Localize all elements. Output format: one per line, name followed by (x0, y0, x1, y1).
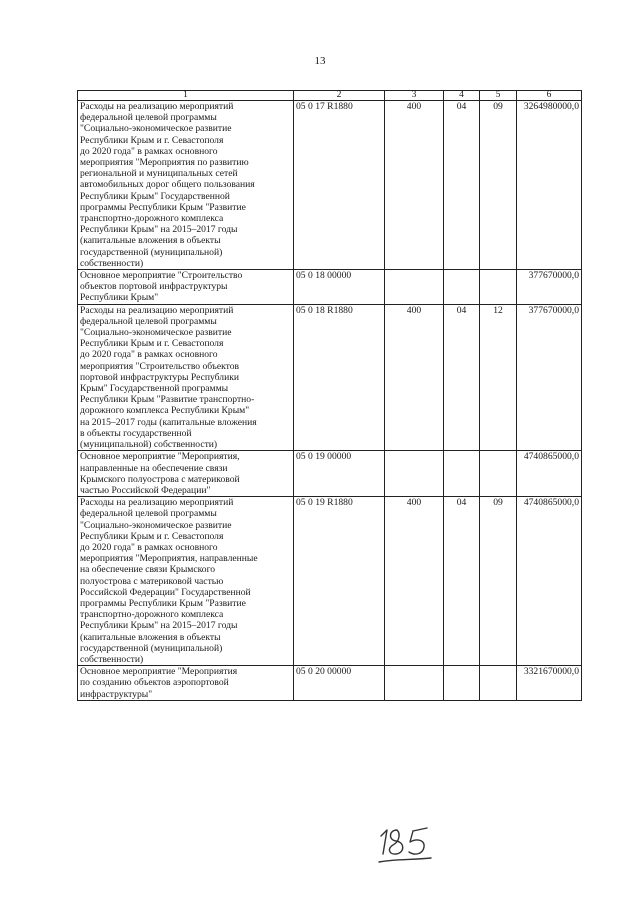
row-col4: 04 (444, 497, 480, 666)
row-amount: 3264980000,0 (517, 101, 582, 270)
row-col3: 400 (385, 101, 444, 270)
row-col3: 400 (385, 304, 444, 451)
row-amount: 377670000,0 (517, 304, 582, 451)
row-amount: 3321670000,0 (517, 666, 582, 701)
row-code: 05 0 19 R1880 (294, 497, 385, 666)
row-col3: 400 (385, 497, 444, 666)
table-header-row (78, 91, 582, 101)
row-col3 (385, 451, 444, 497)
row-name: Расходы на реализацию мероприятий федеральной целевой программы "Социально-экономическое развитие Республики Крым и г. Севастополя до 2020 года" в рамках основного мероприятия "Мероприятия по развитию региональной и муниципальных сетей автомобильных дорог общего пользования Республики Крым" Государственной программы Республики Крым "Развитие транспортно-дорожного комплекса Республики Крым" на 2015–2017 годы (капитальные вложения в объекты государственной (муниципальной) собственности) (78, 101, 294, 270)
row-col5: 09 (480, 101, 517, 270)
row-col4 (444, 666, 480, 701)
row-col5 (480, 270, 517, 305)
row-name: Расходы на реализацию мероприятий федеральной целевой программы "Социально-экономическое развитие Республики Крым и г. Севастополя до 2020 года" в рамках основного мероприятия "Строительство объектов портовой инфраструктуры Республики Крым" Государственной программы Республики Крым "Развитие транспортно- дорожного комплекса Республики Крым" на 2015–2017 годы (капитальные вложения в объекты государственной (муниципальной) собственности) (78, 304, 294, 451)
table-row (78, 451, 582, 497)
row-name: Основное мероприятие "Мероприятия, направленные на обеспечение связи Крымского полуострова с материковой частью Российской Федерации" (78, 451, 294, 497)
table-row (78, 666, 582, 701)
row-code: 05 0 18 R1880 (294, 304, 385, 451)
header-cell-5: 5 (480, 91, 517, 101)
row-col5: 09 (480, 497, 517, 666)
row-col5 (480, 666, 517, 701)
header-cell-6: 6 (517, 91, 582, 101)
row-col4: 04 (444, 101, 480, 270)
row-name: Основное мероприятие "Мероприятия по созданию объектов аэропортовой инфраструктуры" (78, 666, 294, 701)
row-name: Расходы на реализацию мероприятий федеральной целевой программы "Социально-экономическое развитие Республики Крым и г. Севастополя до 2020 года" в рамках основного мероприятия "Мероприятия, направленные на обеспечение связи Крымского полуострова с материковой частью Российской Федерации" Государственной программы Республики Крым "Развитие транспортно-дорожного комплекса Республики Крым" на 2015–2017 годы (капитальные вложения в объекты государственной (муниципальной) собственности) (78, 497, 294, 666)
table-row (78, 304, 582, 451)
header-cell-4: 4 (444, 91, 480, 101)
row-amount: 4740865000,0 (517, 497, 582, 666)
row-amount: 377670000,0 (517, 270, 582, 305)
budget-table (77, 90, 582, 701)
row-col5 (480, 451, 517, 497)
row-code: 05 0 17 R1880 (294, 101, 385, 270)
row-col3 (385, 666, 444, 701)
handwritten-number-signature (375, 818, 435, 866)
header-cell-3: 3 (385, 91, 444, 101)
row-col5: 12 (480, 304, 517, 451)
row-code: 05 0 19 00000 (294, 451, 385, 497)
row-col3 (385, 270, 444, 305)
row-code: 05 0 20 00000 (294, 666, 385, 701)
table-row (78, 101, 582, 270)
row-col4: 04 (444, 304, 480, 451)
row-code: 05 0 18 00000 (294, 270, 385, 305)
table-row (78, 270, 582, 305)
row-name: Основное мероприятие "Строительство объектов портовой инфраструктуры Республики Крым" (78, 270, 294, 305)
header-cell-1: 1 (78, 91, 294, 101)
row-col4 (444, 451, 480, 497)
header-cell-2: 2 (294, 91, 385, 101)
row-amount: 4740865000,0 (517, 451, 582, 497)
page-number: 13 (314, 55, 326, 67)
table-row (78, 497, 582, 666)
row-col4 (444, 270, 480, 305)
